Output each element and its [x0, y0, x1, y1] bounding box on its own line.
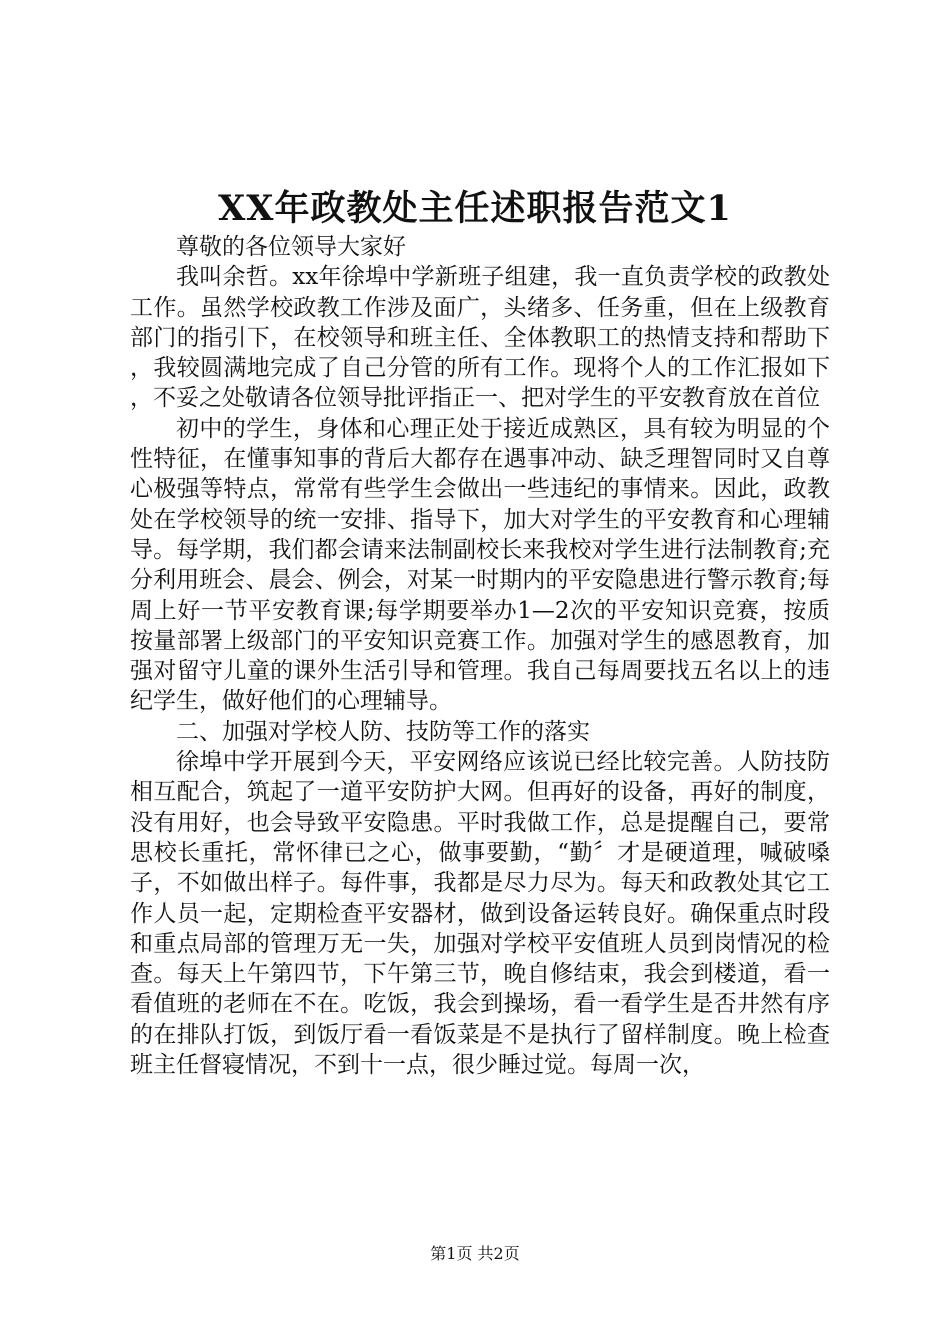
- paragraph-security-work: 徐埠中学开展到今天，平安网络应该说已经比较完善。人防技防相互配合，筑起了一道平安防护大网。但再好的设备，再好的制度，没有用好，也会导致平安隐患。平时我做工作，总是提醒自己，要常思校长重托，常怀律已之心，做事要勤，“勤〞才是硬道理，喊破嗓子，不如做出样子。每件事，我都是尽力尽为。每天和政教处其它工作人员一起，定期检查平安器材，做到设备运转良好。确保重点时段和重点局部的管理万无一失，加强对学校平安值班人员到岗情况的检查。每天上午第四节，下午第三节，晚自修结束，我会到楼道，看一看值班的老师在不在。吃饭，我会到操场，看一看学生是否井然有序的在排队打饭，到饭厅看一看饭菜是不是执行了留样制度。晚上检查班主任督寝情况，不到十一点，很少睡过觉。每周一次，: [130, 749, 830, 1079]
- paragraph-introduction: 我叫余哲。xx年徐埠中学新班子组建，我一直负责学校的政教处工作。虽然学校政教工作涉及面广，头绪多、任务重，但在上级教育部门的指引下，在校领导和班主任、全体教职工的热情支持和帮助下，我较圆满地完成了自己分管的所有工作。现将个人的工作汇报如下，不妥之处敬请各位领导批评指正一、把对学生的平安教育放在首位: [130, 264, 830, 412]
- document-title: XX年政教处主任述职报告范文1: [218, 188, 732, 229]
- section-heading-security: 二、加强对学校人防、技防等工作的落实: [176, 718, 590, 745]
- paragraph-safety-education: 初中的学生，身体和心理正处于接近成熟区，具有较为明显的个性特征，在懂事知事的背后大都存在遇事冲动、缺乏理智同时又自尊心极强等特点，常常有些学生会做出一些违纪的事情来。因此，政教处在学校领导的统一安排、指导下，加大对学生的平安教育和心理辅导。每学期，我们都会请来法制副校长来我校对学生进行法制教育;充分利用班会、晨会、例会，对某一时期内的平安隐患进行警示教育;每周上好一节平安教育课;每学期要举办1—2次的平安知识竞赛，按质按量部署上级部门的平安知识竞赛工作。加强对学生的感恩教育，加强对留守儿童的课外生活引导和管理。我自己每周要找五名以上的违纪学生，做好他们的心理辅导。: [130, 415, 830, 715]
- document-body: [130, 232, 830, 1080]
- paragraph-greeting: 尊敬的各位领导大家好: [176, 234, 406, 260]
- page-footer: 第1页 共2页: [430, 1244, 520, 1263]
